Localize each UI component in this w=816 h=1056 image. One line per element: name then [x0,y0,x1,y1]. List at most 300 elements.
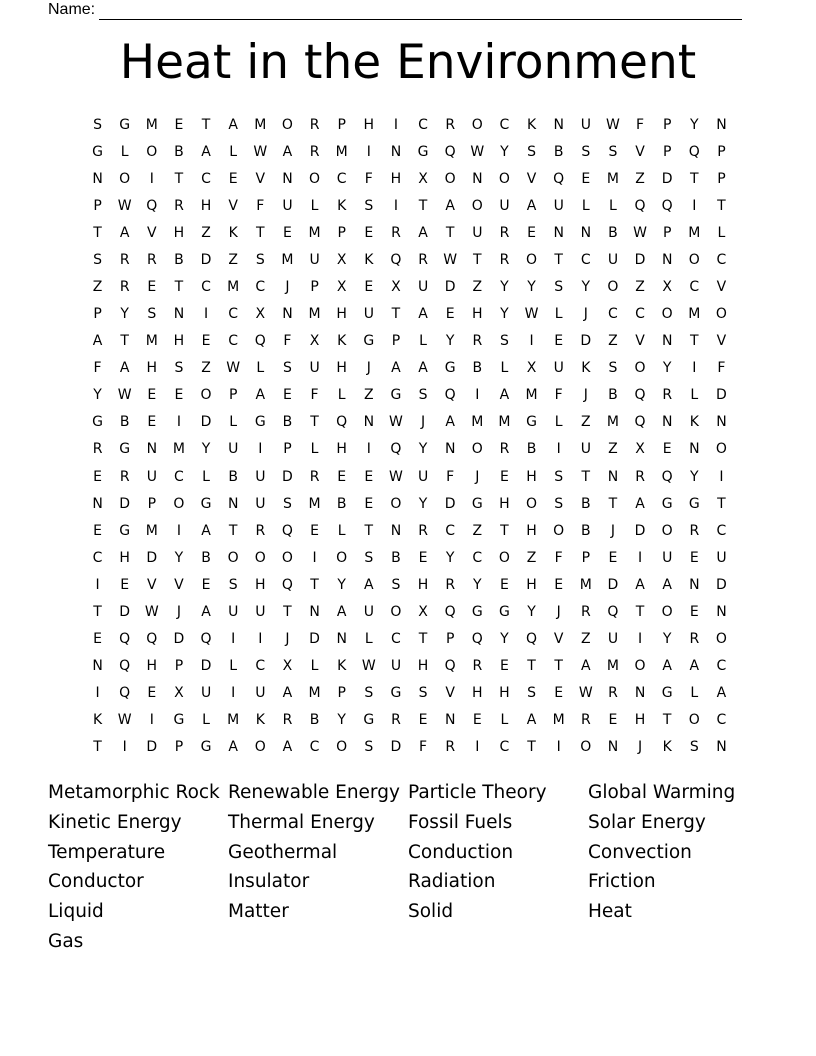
grid-letter: Q [661,197,673,214]
grid-letter: E [689,603,699,620]
word-bank-item: Temperature [48,841,166,863]
grid-letter: Q [553,170,565,187]
grid-letter: Q [634,387,646,404]
grid-letter: U [390,658,402,675]
grid-letter: H [417,576,429,593]
grid-letter: E [500,658,509,675]
grid-letter: I [149,170,154,187]
grid-letter: O [498,549,510,566]
grid-letter: M [308,495,321,512]
grid-letter: T [690,170,699,187]
grid-letter: S [364,549,374,566]
grid-letter: T [174,170,184,187]
grid-letter: P [337,116,346,133]
grid-letter: V [445,685,455,702]
grid-letter: M [308,306,321,323]
grid-letter: P [174,739,184,756]
grid-letter: N [580,224,592,241]
grid-letter: A [716,685,727,702]
grid-letter: T [690,333,699,350]
grid-letter: O [173,495,185,512]
grid-letter: Y [337,712,346,729]
grid-letter: N [716,116,727,133]
word-bank-item: Conductor [48,871,144,893]
grid-letter: Y [581,279,591,295]
grid-letter: I [203,306,209,323]
grid-letter: O [390,495,402,512]
grid-letter: C [309,739,320,756]
grid-letter: O [580,739,592,756]
grid-letter: M [688,224,701,241]
grid-letter: L [581,197,590,214]
grid-letter: H [336,306,347,323]
grid-letter: I [475,739,480,756]
grid-letter: T [445,224,455,241]
grid-letter: W [524,306,539,323]
grid-letter: L [310,441,319,458]
grid-letter: L [364,631,373,648]
grid-letter: G [417,143,429,160]
grid-letter: S [608,360,618,377]
grid-letter: O [336,549,348,566]
grid-letter: J [610,522,615,539]
grid-letter: E [283,224,292,241]
grid-letter: Z [472,522,483,539]
grid-letter: W [144,603,159,620]
grid-letter: Z [92,279,103,295]
grid-letter: S [608,143,618,160]
grid-letter: N [173,306,185,323]
grid-letter: I [312,549,317,566]
grid-letter: O [526,251,538,268]
grid-letter: X [336,251,347,268]
grid-letter: E [93,631,102,648]
grid-letter: U [309,251,320,268]
grid-letter: C [635,306,645,323]
grid-letter: J [285,631,290,648]
word-bank-item: Solar Energy [588,811,706,833]
grid-letter: Q [281,522,293,539]
grid-letter: R [391,712,401,729]
grid-letter: Q [200,631,212,648]
grid-letter: K [337,197,347,214]
grid-letter: L [419,333,427,350]
grid-letter: F [554,387,563,404]
grid-letter: R [146,251,157,268]
grid-letter: F [283,333,292,350]
grid-letter: H [390,170,402,187]
grid-letter: M [145,522,158,539]
grid-letter: E [445,306,455,323]
grid-letter: Y [337,576,346,593]
grid-letter: R [662,387,673,404]
grid-letter: K [255,712,265,729]
grid-letter: Y [418,495,428,512]
grid-letter: E [472,712,482,729]
word-search-grid [84,111,735,761]
grid-letter: B [174,251,184,268]
grid-letter: A [201,603,211,620]
grid-letter: Y [120,306,129,323]
grid-letter: L [120,143,129,160]
grid-letter: D [607,576,619,593]
grid-letter: C [716,251,727,268]
grid-letter: G [390,685,402,702]
grid-letter: H [499,685,510,702]
grid-letter: K [662,739,672,756]
grid-letter: E [527,224,536,241]
grid-letter: Z [608,333,618,350]
grid-letter: P [283,441,292,458]
grid-letter: X [662,279,672,295]
grid-letter: C [255,658,266,675]
grid-letter: O [471,116,483,133]
grid-letter: S [554,468,564,485]
grid-letter: N [146,441,158,458]
grid-letter: U [255,495,266,512]
grid-letter: Q [119,685,131,702]
grid-letter: W [470,143,485,160]
grid-letter: F [310,387,319,404]
grid-letter: L [202,712,210,729]
grid-letter: G [200,495,212,512]
grid-letter: L [554,414,563,431]
grid-letter: O [526,495,538,512]
word-bank-item: Metamorphic Rock [48,782,220,803]
grid-letter: N [309,603,320,620]
grid-letter: E [608,549,618,566]
grid-letter: O [471,441,483,458]
grid-letter: O [281,549,293,566]
grid-letter: I [556,739,561,756]
grid-letter: T [500,522,509,539]
grid-letter: E [174,116,184,133]
grid-letter: E [554,333,564,350]
word-bank-item: Liquid [48,901,104,923]
grid-letter: R [391,224,401,241]
grid-letter: Y [662,360,672,377]
grid-letter: S [93,116,102,133]
grid-letter: Q [444,143,456,160]
word-bank-item: Solid [408,901,454,923]
grid-letter: O [715,631,727,648]
grid-letter: U [282,197,293,214]
grid-letter: T [473,251,482,268]
grid-letter: A [119,224,130,241]
grid-letter: Y [500,306,509,323]
grid-letter: H [119,549,130,566]
grid-letter: N [661,251,673,268]
word-bank-item: Particle Theory [408,782,547,803]
grid-letter: J [420,414,426,431]
grid-letter: M [498,414,511,431]
grid-letter: Q [688,143,700,160]
grid-letter: N [607,739,619,756]
grid-letter: S [527,685,536,702]
grid-letter: A [201,143,211,160]
grid-letter: U [580,116,591,133]
grid-letter: C [689,279,700,295]
grid-letter: L [554,306,563,323]
grid-letter: P [337,685,346,702]
grid-letter: I [692,360,697,377]
grid-letter: S [391,576,401,593]
grid-letter: T [174,279,184,295]
grid-letter: C [499,116,510,133]
grid-letter: O [553,522,565,539]
grid-letter: R [499,441,510,458]
word-bank-item: Geothermal [228,841,338,863]
grid-letter: E [500,468,509,485]
grid-letter: O [444,170,456,187]
grid-letter: V [716,279,727,295]
grid-letter: J [583,387,588,404]
grid-letter: G [526,414,537,431]
grid-letter: X [526,360,537,377]
grid-letter: E [689,549,699,566]
grid-letter: D [634,522,646,539]
word-bank [48,778,788,957]
grid-letter: E [500,576,509,593]
grid-letter: M [606,658,619,675]
grid-letter: D [634,251,646,268]
grid-letter: B [581,522,591,539]
grid-letter: Q [471,631,483,648]
grid-letter: T [717,495,726,512]
grid-letter: I [529,333,534,350]
grid-letter: Z [581,414,591,431]
grid-letter: N [661,333,673,350]
grid-letter: T [120,333,129,350]
grid-letter: G [254,414,266,431]
grid-letter: O [607,279,619,295]
word-bank-item: Fossil Fuels [408,811,513,833]
grid-letter: O [281,116,293,133]
grid-letter: A [282,685,293,702]
grid-letter: G [688,495,700,512]
grid-letter: M [145,116,158,133]
grid-letter: O [661,306,673,323]
grid-letter: S [174,360,184,377]
grid-letter: U [255,603,266,620]
grid-letter: U [228,441,239,458]
grid-letter: I [719,468,724,485]
grid-letter: B [336,495,347,512]
grid-letter: S [228,576,238,593]
grid-letter: S [689,739,699,756]
grid-letter: O [688,251,700,268]
grid-letter: H [146,658,158,675]
grid-letter: D [716,576,727,593]
grid-letter: A [445,414,455,431]
grid-letter: S [364,197,374,214]
grid-letter: B [391,549,401,566]
grid-letter: Q [444,387,456,404]
grid-letter: U [200,685,212,702]
grid-letter: N [716,603,727,620]
grid-letter: C [228,333,239,350]
grid-letter: I [692,197,697,214]
grid-letter: L [256,360,265,377]
word-bank-item: Friction [588,871,656,893]
grid-letter: H [417,658,429,675]
grid-letter: Z [228,251,238,268]
grid-letter: R [580,603,591,620]
grid-letter: Z [581,631,591,648]
grid-letter: A [364,576,374,593]
grid-letter: T [93,603,102,620]
grid-letter: P [717,170,726,187]
grid-letter: P [445,631,455,648]
grid-letter: V [174,576,184,593]
grid-letter: I [176,414,181,431]
grid-letter: M [552,712,565,729]
grid-letter: H [526,576,537,593]
word-bank-item: Renewable Energy [228,782,400,803]
grid-letter: G [92,143,103,160]
grid-letter: M [227,279,240,295]
grid-letter: A [635,576,645,593]
grid-letter: S [418,685,428,702]
grid-letter: Y [500,143,509,160]
grid-letter: Q [634,414,646,431]
grid-letter: L [202,468,210,485]
grid-letter: B [553,143,564,160]
grid-letter: G [471,603,483,620]
grid-letter: N [689,441,700,458]
grid-letter: Z [635,170,645,187]
grid-letter: F [256,197,265,214]
grid-letter: D [146,549,158,566]
grid-letter: E [120,576,130,593]
grid-letter: W [606,116,620,133]
grid-letter: S [147,306,157,323]
grid-letter: T [662,712,672,729]
grid-letter: U [255,685,266,702]
grid-letter: U [607,631,619,648]
grid-letter: D [146,739,158,756]
grid-letter: T [418,197,428,214]
grid-letter: T [527,658,536,675]
grid-letter: E [174,387,184,404]
grid-letter: N [444,441,456,458]
word-bank-item: Kinetic Energy [48,811,182,833]
grid-letter: B [526,441,537,458]
grid-letter: L [500,712,509,729]
grid-letter: O [471,197,483,214]
grid-letter: K [689,414,699,431]
grid-letter: Q [146,631,158,648]
grid-letter: T [608,495,618,512]
grid-letter: N [472,170,483,187]
grid-letter: C [418,116,428,133]
grid-letter: V [228,197,238,214]
grid-letter: M [145,333,158,350]
grid-letter: D [173,631,185,648]
grid-letter: A [228,116,238,133]
grid-letter: Y [93,387,102,404]
grid-letter: J [556,603,561,620]
grid-letter: I [231,631,236,648]
grid-letter: G [363,333,375,350]
grid-letter: P [391,333,401,350]
grid-letter: A [499,387,510,404]
grid-letter: R [472,658,483,675]
grid-letter: T [310,414,319,431]
grid-letter: O [688,712,700,729]
grid-letter: D [119,495,131,512]
grid-letter: C [201,170,211,187]
grid-letter: O [634,658,646,675]
grid-letter: D [200,658,212,675]
grid-letter: R [309,143,320,160]
grid-letter: A [581,658,591,675]
grid-letter: B [119,414,130,431]
grid-letter: R [119,468,130,485]
grid-letter: I [366,143,371,160]
grid-letter: Y [174,549,184,566]
grid-letter: K [337,333,347,350]
grid-letter: R [309,468,320,485]
grid-letter: Z [526,549,537,566]
grid-letter: Z [201,360,211,377]
grid-letter: X [309,333,320,350]
grid-letter: Y [445,333,455,350]
grid-letter: W [117,387,132,404]
name-blank-line [99,3,742,20]
grid-letter: G [173,712,185,729]
grid-letter: A [526,197,537,214]
grid-letter: R [445,739,456,756]
grid-letter: E [364,224,374,241]
grid-letter: H [363,116,375,133]
grid-letter: O [336,739,348,756]
grid-letter: Y [527,603,536,620]
grid-letter: R [635,468,645,485]
grid-letter: H [336,441,347,458]
grid-letter: C [716,522,727,539]
grid-letter: J [637,739,643,756]
grid-letter: X [336,279,347,295]
grid-letter: Z [635,279,645,295]
grid-letter: M [579,576,592,593]
grid-letter: Q [254,333,266,350]
grid-letter: W [633,224,647,241]
grid-letter: E [93,522,102,539]
grid-letter: E [662,441,672,458]
grid-letter: M [308,685,321,702]
grid-letter: M [227,712,240,729]
grid-letter: A [418,224,428,241]
word-bank-item: Radiation [408,871,496,893]
grid-letter: M [172,441,185,458]
grid-letter: O [498,170,510,187]
grid-letter: W [443,251,458,268]
grid-letter: D [580,333,592,350]
grid-letter: U [417,279,429,295]
grid-letter: W [117,197,132,214]
grid-letter: G [499,603,510,620]
grid-letter: U [553,360,564,377]
grid-letter: I [231,685,236,702]
grid-letter: N [689,576,700,593]
grid-letter: T [93,224,102,241]
grid-letter: D [200,251,212,268]
grid-letter: N [661,414,673,431]
grid-letter: N [227,495,239,512]
grid-letter: D [444,495,456,512]
grid-letter: L [229,658,238,675]
